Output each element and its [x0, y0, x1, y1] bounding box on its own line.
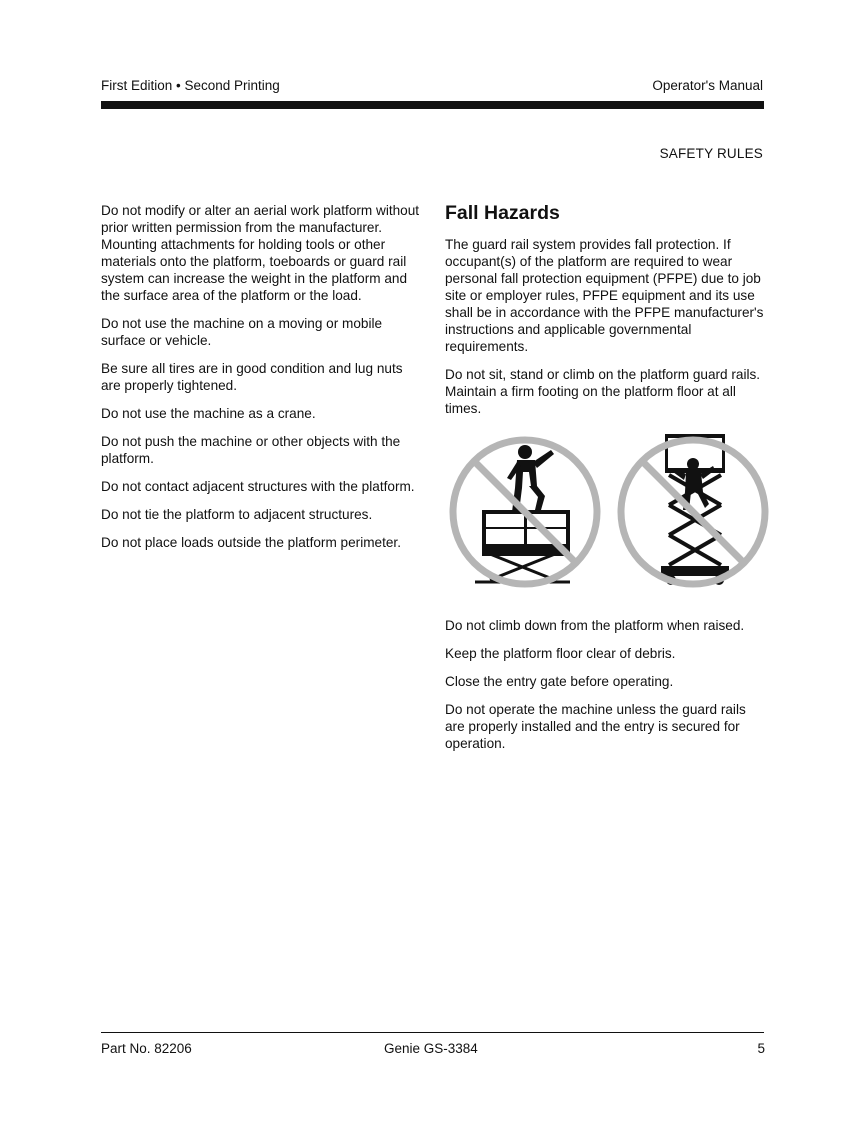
paragraph-tires: Be sure all tires are in good condition and lug nuts are properly tightened.	[101, 361, 403, 393]
paragraph-contact: Do not contact adjacent structures with the platform.	[101, 479, 415, 494]
header-manual-title: Operator's Manual	[652, 78, 763, 93]
fall-hazard-illustrations	[445, 430, 775, 592]
prohibited-standing-on-rail-icon	[453, 440, 597, 584]
prohibited-climbing-scissors-icon	[621, 434, 765, 585]
paragraph-guard-rails-installed: Do not operate the machine unless the guard rails are properly installed and the entry is secured for operation.	[445, 702, 746, 751]
paragraph-entry-gate: Close the entry gate before operating.	[445, 674, 674, 689]
paragraph-push: Do not push the machine or other objects with the platform.	[101, 434, 401, 466]
paragraph-crane: Do not use the machine as a crane.	[101, 406, 316, 421]
paragraph-climb-down: Do not climb down from the platform when raised.	[445, 618, 745, 633]
footer-part-number: Part No. 82206	[101, 1041, 192, 1056]
paragraph-modify: Do not modify or alter an aerial work platform without prior written permission from the manufacturer. Mounting attachments for holding tools or other materials onto the platform, toeboards or guard rail system can increase the weight in the platform and the surface area of the platform or the load.	[101, 203, 420, 303]
paragraph-no-climb-rails: Do not sit, stand or climb on the platform guard rails. Maintain a firm footing on the platform floor at all times.	[445, 367, 761, 416]
header-rule	[101, 101, 764, 109]
paragraph-moving-surface: Do not use the machine on a moving or mobile surface or vehicle.	[101, 316, 383, 348]
header-edition: First Edition • Second Printing	[101, 78, 280, 93]
right-column-top	[445, 202, 767, 428]
footer-model: Genie GS-3384	[384, 1041, 478, 1056]
fall-hazards-heading: Fall Hazards	[445, 202, 560, 224]
paragraph-loads: Do not place loads outside the platform perimeter.	[101, 535, 401, 550]
paragraph-debris: Keep the platform floor clear of debris.	[445, 646, 676, 661]
section-label: SAFETY RULES	[659, 146, 763, 161]
left-column	[101, 202, 423, 562]
footer-page-number: 5	[757, 1041, 765, 1056]
paragraph-tie: Do not tie the platform to adjacent structures.	[101, 507, 373, 522]
footer-rule	[101, 1032, 764, 1033]
right-column-bottom	[445, 617, 767, 763]
paragraph-guard-rail: The guard rail system provides fall protection. If occupant(s) of the platform are required to wear personal fall protection equipment (PFPE) due to job site or employer rules, PFPE equipment and its use shall be in accordance with the PFPE manufacturer's instructions and applicable governmental requirements.	[445, 237, 764, 354]
